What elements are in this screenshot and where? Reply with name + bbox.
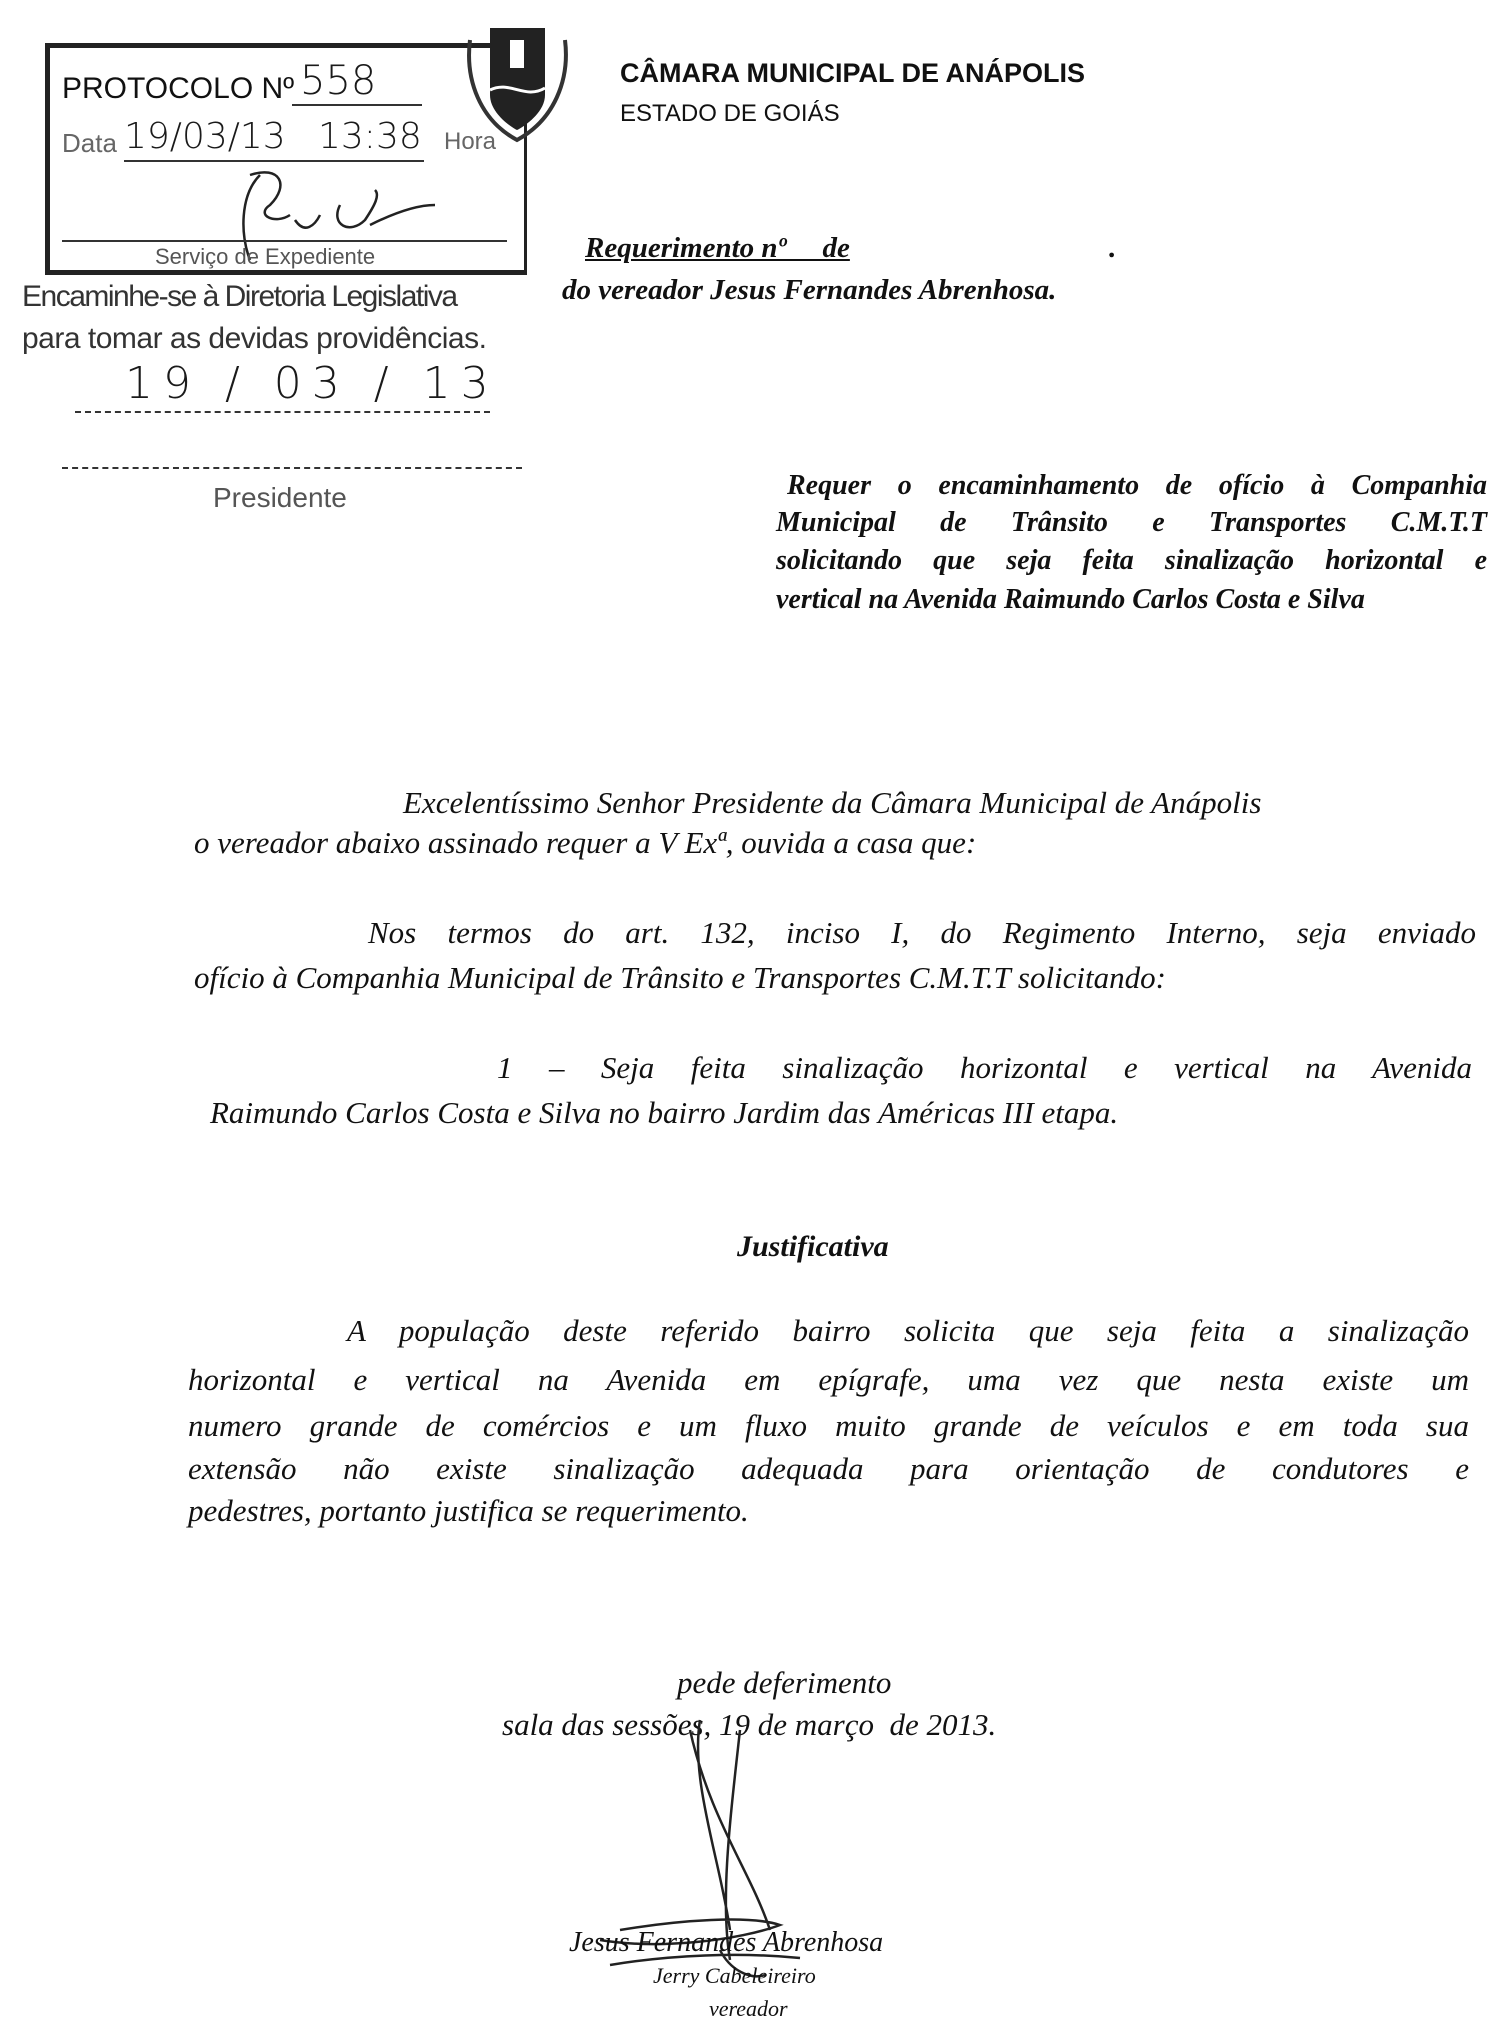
sala-das-sessoes: sala das sessões, 19 de março de 2013. xyxy=(502,1707,997,1742)
summary-line: Requer o encaminhamento de ofício à Companhia xyxy=(787,470,1487,501)
header-subtitle: ESTADO DE GOIÁS xyxy=(620,100,840,127)
requerimento-title-period: . xyxy=(1108,232,1116,264)
requerimento-author: do vereador Jesus Fernandes Abrenhosa. xyxy=(562,274,1057,306)
signature-line xyxy=(62,240,507,242)
hora-label: Hora xyxy=(444,128,497,155)
justificativa-line: A população deste referido bairro solicita que seja feita a sinalização xyxy=(347,1313,1469,1348)
requerimento-title: Requerimento nº de xyxy=(585,232,850,264)
presidente-label: Presidente xyxy=(213,482,347,513)
salutation-line: Excelentíssimo Senhor Presidente da Câmara Municipal de Anápolis xyxy=(403,785,1262,820)
city-crest-icon xyxy=(460,20,575,150)
despacho-date-line xyxy=(75,411,490,413)
summary-line: solicitando que seja feita sinalização horizontal e xyxy=(776,545,1487,576)
encaminhe-line1: Encaminhe-se à Diretoria Legislativa xyxy=(22,280,457,313)
justificativa-heading: Justificativa xyxy=(737,1230,889,1263)
hora-value: 13:38 xyxy=(318,116,422,157)
justificativa-line: horizontal e vertical na Avenida em epígrafe, uma vez que nesta existe um xyxy=(188,1362,1469,1397)
pede-deferimento: pede deferimento xyxy=(677,1665,892,1700)
data-label: Data xyxy=(62,128,117,158)
paragraph2-line: ofício à Companhia Municipal de Trânsito e Transportes C.M.T.T solicitando: xyxy=(194,960,1166,995)
justificativa-line: numero grande de comércios e um fluxo muito grande de veículos e em toda sua xyxy=(188,1408,1469,1443)
presidente-signature-line xyxy=(62,467,522,469)
encaminhe-line2: para tomar as devidas providências. xyxy=(22,322,487,355)
salutation-line: o vereador abaixo assinado requer a V Exª, ouvida a casa que: xyxy=(194,825,977,860)
justificativa-line: extensão não existe sinalização adequada para orientação de condutores e xyxy=(188,1451,1469,1486)
signer-name: Jesus Fernandes Abrenhosa xyxy=(569,1927,884,1958)
protocolo-number-underline xyxy=(292,104,422,106)
paragraph2-line: Nos termos do art. 132, inciso I, do Regimento Interno, seja enviado xyxy=(368,915,1476,950)
servico-label: Serviço de Expediente xyxy=(155,244,376,269)
signer-nickname: Jerry Cabeleireiro xyxy=(653,1963,816,1988)
item1-line: 1 – Seja feita sinalização horizontal e vertical na Avenida xyxy=(497,1050,1472,1085)
summary-line: Municipal de Trânsito e Transportes C.M.T.T xyxy=(776,507,1487,538)
item1-line: Raimundo Carlos Costa e Silva no bairro Jardim das Américas III etapa. xyxy=(210,1095,1119,1130)
protocolo-number: 558 xyxy=(300,58,377,104)
summary-line: vertical na Avenida Raimundo Carlos Costa e Silva xyxy=(776,584,1365,615)
data-value: 19/03/13 xyxy=(124,116,286,157)
signer-role: vereador xyxy=(709,1996,788,2021)
data-underline xyxy=(124,160,424,162)
despacho-date: 19 / 03 / 13 xyxy=(125,358,499,409)
header-title: CÂMARA MUNICIPAL DE ANÁPOLIS xyxy=(620,58,1085,88)
justificativa-line: pedestres, portanto justifica se requerimento. xyxy=(188,1493,749,1528)
protocolo-label: PROTOCOLO Nº xyxy=(62,72,295,105)
